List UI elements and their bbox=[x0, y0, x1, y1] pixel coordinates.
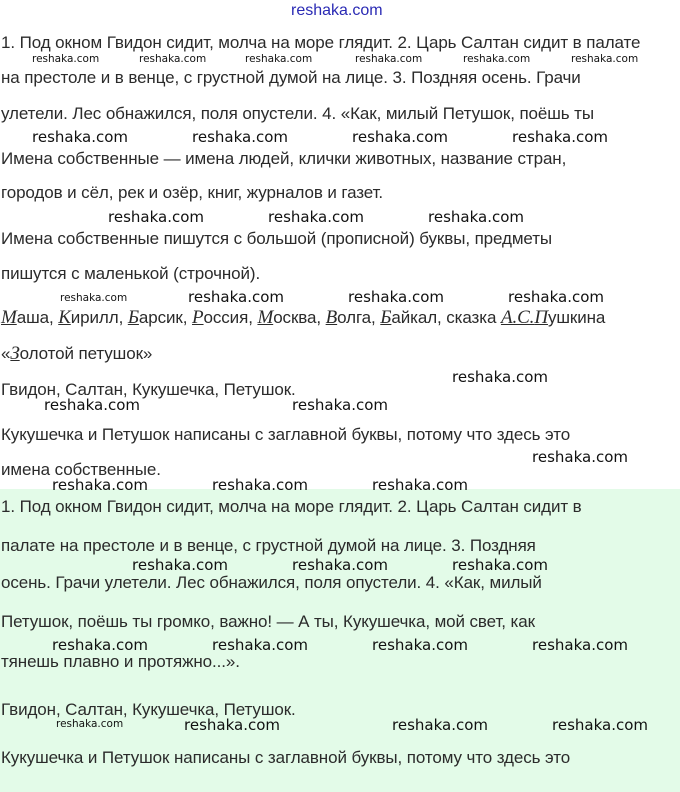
watermark: reshaka.com bbox=[212, 636, 308, 654]
watermark: reshaka.com bbox=[52, 476, 148, 494]
name-item: Россия bbox=[192, 307, 249, 328]
name-item: Барсик bbox=[127, 307, 183, 328]
text-line: тянешь плавно и протяжно...». bbox=[1, 652, 240, 671]
text-line: Петушок, поёшь ты громко, важно! — А ты, Кукушечка, мой свет, как bbox=[1, 612, 535, 631]
watermark: reshaka.com bbox=[463, 53, 531, 65]
watermark: reshaka.com bbox=[139, 53, 207, 65]
watermark: reshaka.com bbox=[212, 476, 308, 494]
text-line: 1. Под окном Гвидон сидит, молча на море глядит. 2. Царь Салтан сидит в bbox=[1, 497, 582, 516]
watermark: reshaka.com bbox=[428, 208, 524, 226]
watermark: reshaka.com bbox=[532, 448, 628, 466]
name-item: Байкал bbox=[380, 307, 438, 328]
name-item: Москва bbox=[257, 307, 317, 328]
watermark: reshaka.com bbox=[452, 368, 548, 386]
watermark: reshaka.com bbox=[452, 556, 548, 574]
watermark: reshaka.com bbox=[552, 716, 648, 734]
watermark: reshaka.com bbox=[52, 636, 148, 654]
watermark: reshaka.com bbox=[44, 396, 140, 414]
watermark: reshaka.com bbox=[32, 128, 128, 146]
text-line: осень. Грачи улетели. Лес обнажился, поля опустели. 4. «Как, милый bbox=[1, 573, 542, 592]
name-item: Кирилл bbox=[58, 307, 119, 328]
watermark: reshaka.com bbox=[132, 556, 228, 574]
watermark: reshaka.com bbox=[348, 288, 444, 306]
watermark: reshaka.com bbox=[532, 636, 628, 654]
watermark: reshaka.com bbox=[352, 128, 448, 146]
watermark: reshaka.com bbox=[192, 128, 288, 146]
watermark: reshaka.com bbox=[508, 288, 604, 306]
answer-list: Гвидон, Салтан, Кукушечка, Петушок. bbox=[1, 700, 296, 719]
tale-title: «Золотой петушок» bbox=[1, 343, 153, 364]
text-line: Кукушечка и Петушок написаны с заглавной буквы, потому что здесь это bbox=[1, 425, 571, 444]
watermark: reshaka.com bbox=[32, 53, 100, 65]
author-name: А.С.Пушкина bbox=[500, 307, 606, 328]
watermark: reshaka.com bbox=[292, 396, 388, 414]
proper-names-line: Маша, Кирилл, Барсик, Россия, Москва, Волга, Байкал, сказка А.С.Пушкина bbox=[1, 307, 606, 328]
text-line: Кукушечка и Петушок написаны с заглавной буквы, потому что здесь это bbox=[1, 748, 571, 767]
watermark: reshaka.com bbox=[392, 716, 488, 734]
text-line: палате на престоле и в венце, с грустной думой на лице. 3. Поздняя bbox=[1, 536, 536, 555]
site-link[interactable]: reshaka.com bbox=[291, 2, 383, 19]
text-line: Имена собственные — имена людей, клички животных, название стран, bbox=[1, 149, 567, 168]
watermark: reshaka.com bbox=[372, 476, 468, 494]
watermark: reshaka.com bbox=[56, 718, 124, 730]
watermark: reshaka.com bbox=[184, 716, 280, 734]
text-line: улетели. Лес обнажился, поля опустели. 4. «Как, милый Петушок, поёшь ты bbox=[1, 104, 594, 123]
name-item: Волга bbox=[325, 307, 372, 328]
watermark: reshaka.com bbox=[355, 53, 423, 65]
answer-list: Гвидон, Салтан, Кукушечка, Петушок. bbox=[1, 380, 296, 399]
text-line: Имена собственные пишутся с большой (прописной) буквы, предметы bbox=[1, 229, 553, 248]
text-line: пишутся с маленькой (строчной). bbox=[1, 264, 261, 283]
text-line: имена собственные. bbox=[1, 460, 161, 479]
text-line: 1. Под окном Гвидон сидит, молча на море глядит. 2. Царь Салтан сидит в палате bbox=[1, 33, 641, 52]
watermark: reshaka.com bbox=[60, 292, 128, 304]
name-item: Маша bbox=[1, 307, 49, 328]
text-line: на престоле и в венце, с грустной думой на лице. 3. Поздняя осень. Грачи bbox=[1, 68, 581, 87]
watermark: reshaka.com bbox=[512, 128, 608, 146]
watermark: reshaka.com bbox=[268, 208, 364, 226]
text-line: городов и сёл, рек и озёр, книг, журналов и газет. bbox=[1, 183, 383, 202]
watermark: reshaka.com bbox=[108, 208, 204, 226]
watermark: reshaka.com bbox=[292, 556, 388, 574]
watermark: reshaka.com bbox=[571, 53, 639, 65]
watermark: reshaka.com bbox=[372, 636, 468, 654]
watermark: reshaka.com bbox=[188, 288, 284, 306]
watermark: reshaka.com bbox=[245, 53, 313, 65]
